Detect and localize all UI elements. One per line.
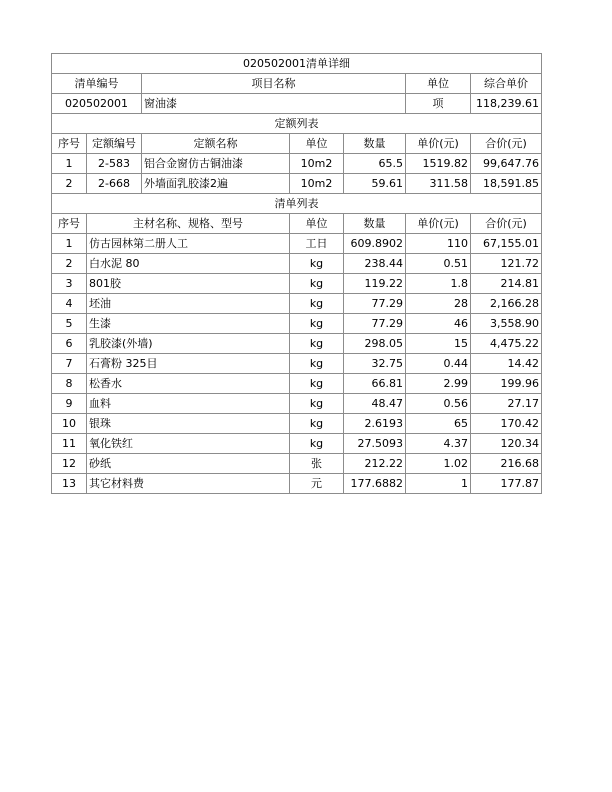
item-name-header: 项目名称 [142,74,406,94]
quota-total: 99,647.76 [471,154,542,174]
bill-unit-header: 单位 [290,214,344,234]
bill-total: 214.81 [471,274,542,294]
bill-seq-header: 序号 [52,214,87,234]
bill-unit: kg [290,434,344,454]
bill-qty: 609.8902 [344,234,406,254]
quota-row [52,154,542,174]
bill-price: 1 [406,474,471,494]
quota-seq: 1 [52,154,87,174]
quota-price: 1519.82 [406,154,471,174]
bill-total: 4,475.22 [471,334,542,354]
bill-name: 砂纸 [87,454,290,474]
bill-name: 乳胶漆(外墙) [87,334,290,354]
bill-seq: 2 [52,254,87,274]
bill-seq: 4 [52,294,87,314]
quota-price-header: 单价(元) [406,134,471,154]
bill-qty-header: 数量 [344,214,406,234]
bill-qty: 77.29 [344,314,406,334]
bill-qty: 32.75 [344,354,406,374]
bill-price: 15 [406,334,471,354]
bill-total-header: 合价(元) [471,214,542,234]
bill-qty: 298.05 [344,334,406,354]
item-row [52,94,542,114]
bill-row [52,274,542,294]
bill-price: 0.56 [406,394,471,414]
quota-section-title: 定额列表 [52,114,542,134]
bill-name: 银珠 [87,414,290,434]
bill-unit: kg [290,414,344,434]
bill-qty: 119.22 [344,274,406,294]
bill-name: 生漆 [87,314,290,334]
bill-total: 216.68 [471,454,542,474]
bill-name: 氧化铁红 [87,434,290,454]
bill-row [52,454,542,474]
item-unit-header: 单位 [406,74,471,94]
bill-row [52,254,542,274]
bill-row [52,474,542,494]
bill-total: 177.87 [471,474,542,494]
bill-name: 坯油 [87,294,290,314]
bill-unit: 工日 [290,234,344,254]
bill-seq: 10 [52,414,87,434]
bill-row [52,334,542,354]
bill-unit: kg [290,294,344,314]
bill-qty: 2.6193 [344,414,406,434]
bill-name: 白水泥 80 [87,254,290,274]
bill-unit: kg [290,254,344,274]
bill-unit: 张 [290,454,344,474]
quota-seq: 2 [52,174,87,194]
bill-price-header: 单价(元) [406,214,471,234]
bill-total: 14.42 [471,354,542,374]
quota-name-header: 定额名称 [142,134,290,154]
quota-name: 铝合金窗仿古铜油漆 [142,154,290,174]
quota-unit: 10m2 [290,154,344,174]
bill-row [52,374,542,394]
bill-seq: 11 [52,434,87,454]
bill-row [52,294,542,314]
item-unit: 项 [406,94,471,114]
bill-name-header: 主材名称、规格、型号 [87,214,290,234]
bill-name: 其它材料费 [87,474,290,494]
item-name: 窗油漆 [142,94,406,114]
quota-unit-header: 单位 [290,134,344,154]
bill-total: 121.72 [471,254,542,274]
quota-total: 18,591.85 [471,174,542,194]
bill-price: 2.99 [406,374,471,394]
bill-qty: 66.81 [344,374,406,394]
bill-name: 801胶 [87,274,290,294]
bill-price: 4.37 [406,434,471,454]
bill-total: 2,166.28 [471,294,542,314]
bill-price: 46 [406,314,471,334]
quota-price: 311.58 [406,174,471,194]
bill-seq: 6 [52,334,87,354]
bill-row [52,414,542,434]
bill-name: 石膏粉 325目 [87,354,290,374]
bill-qty: 212.22 [344,454,406,474]
quota-qty-header: 数量 [344,134,406,154]
bill-seq: 8 [52,374,87,394]
bill-seq: 13 [52,474,87,494]
bill-unit: kg [290,354,344,374]
quota-name: 外墙面乳胶漆2遍 [142,174,290,194]
quota-section-row [52,114,542,134]
bill-unit: kg [290,314,344,334]
bill-unit: kg [290,374,344,394]
title-row [52,54,542,74]
quota-code: 2-668 [87,174,142,194]
bill-price: 65 [406,414,471,434]
bill-unit: kg [290,334,344,354]
bill-seq: 3 [52,274,87,294]
bill-qty: 77.29 [344,294,406,314]
bill-price: 1.02 [406,454,471,474]
bill-name: 松香水 [87,374,290,394]
quota-qty: 65.5 [344,154,406,174]
quota-seq-header: 序号 [52,134,87,154]
item-header-row [52,74,542,94]
bill-total: 120.34 [471,434,542,454]
bill-seq: 7 [52,354,87,374]
bill-qty: 48.47 [344,394,406,414]
bill-total: 170.42 [471,414,542,434]
bill-header-row [52,214,542,234]
bill-row [52,314,542,334]
bill-row [52,354,542,374]
bill-total: 27.17 [471,394,542,414]
bill-unit: kg [290,394,344,414]
item-price: 118,239.61 [471,94,542,114]
bill-detail-table [51,53,542,494]
bill-qty: 177.6882 [344,474,406,494]
item-code: 020502001 [52,94,142,114]
bill-name: 仿古园林第二册人工 [87,234,290,254]
item-price-header: 综合单价 [471,74,542,94]
bill-price: 110 [406,234,471,254]
bill-row [52,434,542,454]
item-code-header: 清单编号 [52,74,142,94]
bill-seq: 12 [52,454,87,474]
bill-seq: 5 [52,314,87,334]
bill-seq: 9 [52,394,87,414]
bill-price: 1.8 [406,274,471,294]
quota-code: 2-583 [87,154,142,174]
bill-name: 血料 [87,394,290,414]
quota-qty: 59.61 [344,174,406,194]
bill-price: 0.51 [406,254,471,274]
bill-row [52,234,542,254]
quota-row [52,174,542,194]
bill-qty: 238.44 [344,254,406,274]
quota-total-header: 合价(元) [471,134,542,154]
bill-total: 67,155.01 [471,234,542,254]
page-title: 020502001清单详细 [52,54,542,74]
bill-row [52,394,542,414]
bill-price: 0.44 [406,354,471,374]
bill-qty: 27.5093 [344,434,406,454]
bill-unit: 元 [290,474,344,494]
bill-section-row [52,194,542,214]
quota-unit: 10m2 [290,174,344,194]
bill-seq: 1 [52,234,87,254]
quota-header-row [52,134,542,154]
bill-section-title: 清单列表 [52,194,542,214]
bill-unit: kg [290,274,344,294]
bill-price: 28 [406,294,471,314]
bill-total: 3,558.90 [471,314,542,334]
quota-code-header: 定额编号 [87,134,142,154]
bill-total: 199.96 [471,374,542,394]
